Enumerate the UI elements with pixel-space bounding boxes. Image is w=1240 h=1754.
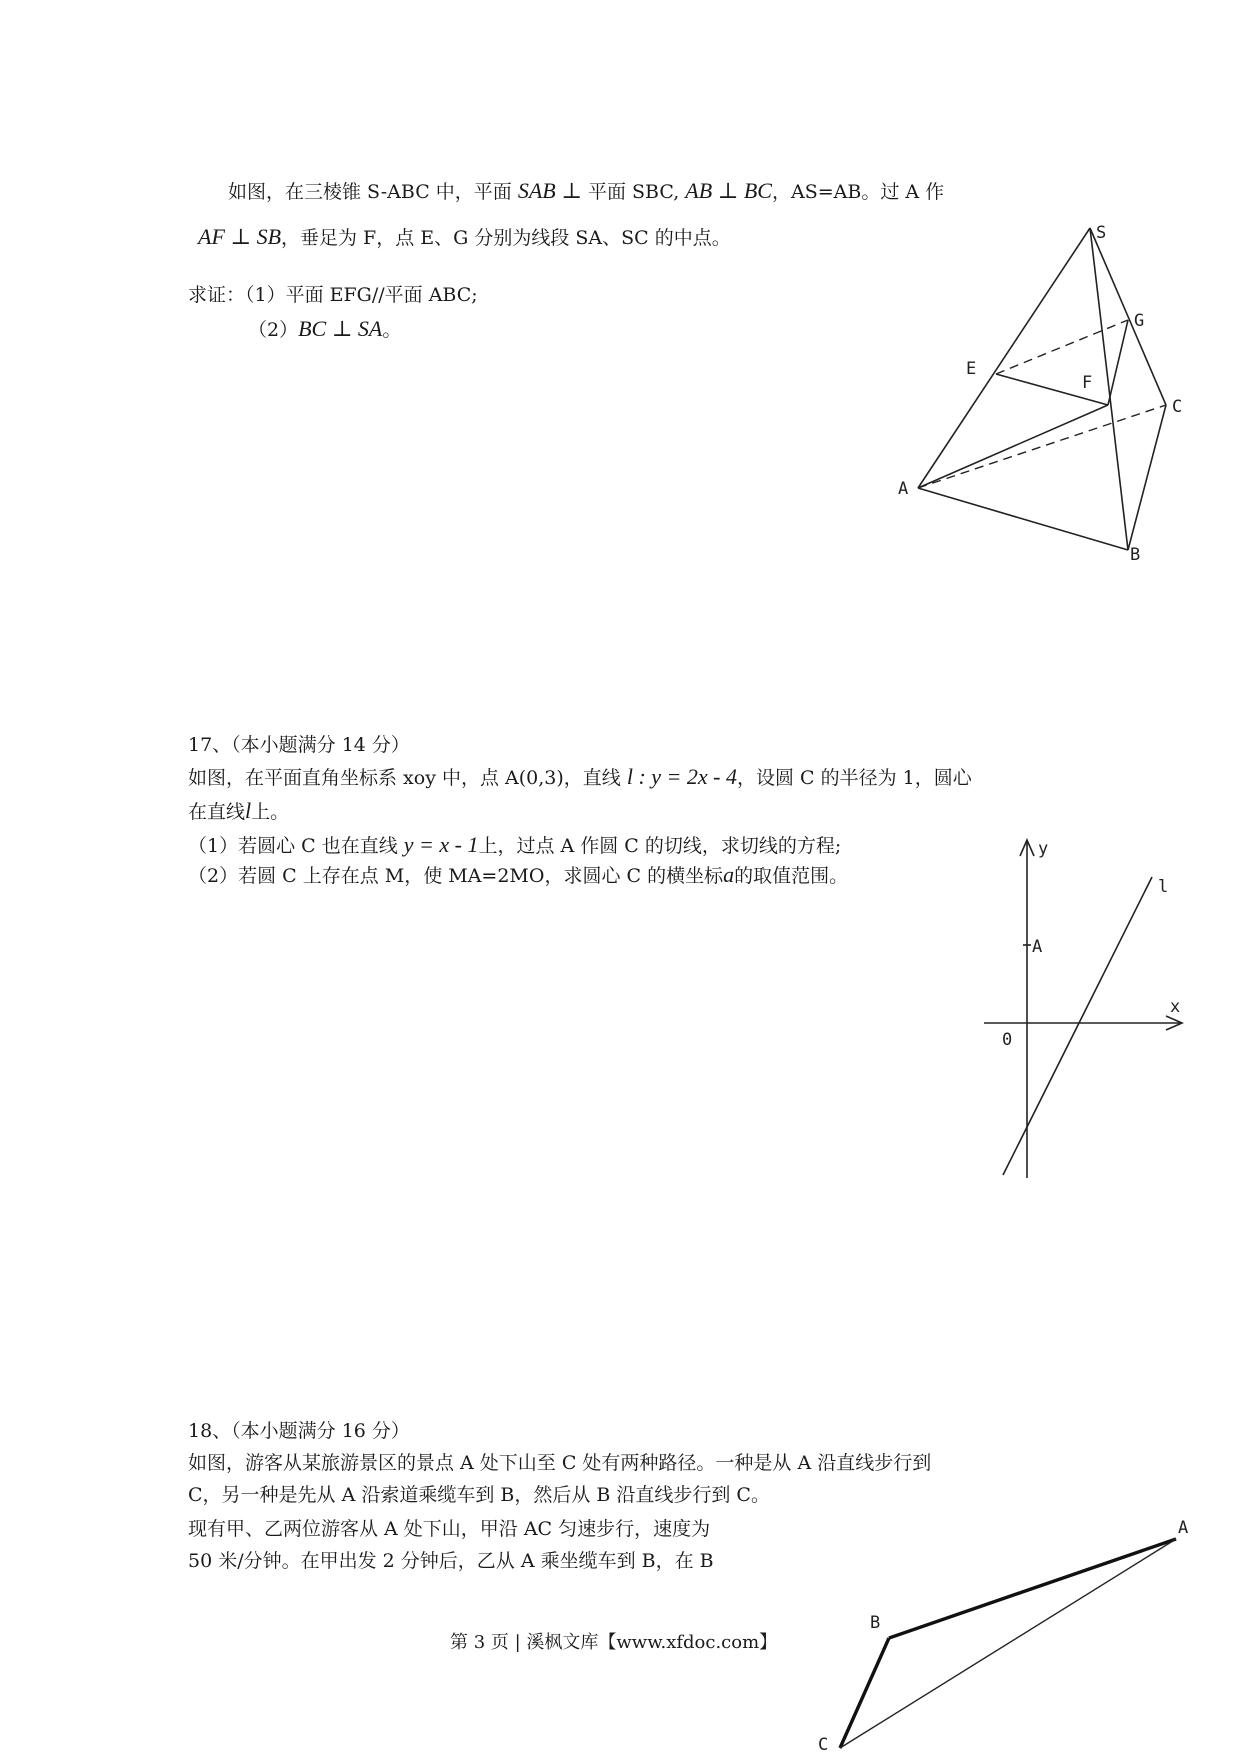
q17-line-3: （1）若圆心 C 也在直线 y = x - 1上，过点 A 作圆 C 的切线，求切线的方程; xyxy=(188,832,842,857)
q16-line-1: 如图，在三棱锥 S-ABC 中，平面 SAB ⊥ 平面 SBC, AB ⊥ BC，AS=AB。过 A 作 xyxy=(228,178,945,203)
q17-line-4: （2）若圆 C 上存在点 M，使 MA=2MO，求圆心 C 的横坐标a的取值范围。 xyxy=(188,862,849,887)
label-x: x xyxy=(1170,997,1181,1017)
page-footer: 第 3 页 | 溪枫文库【www.xfdoc.com】 xyxy=(450,1632,778,1653)
label-origin: 0 xyxy=(1002,1030,1013,1050)
q17-line-1: 如图，在平面直角坐标系 xoy 中，点 A(0,3)，直线 l : y = 2x - 4，设圆 C 的半径为 1，圆心 xyxy=(188,764,972,789)
label-B: B xyxy=(870,1613,881,1633)
q18-line-1: 如图，游客从某旅游景区的景点 A 处下山至 C 处有两种路径。一种是从 A 沿直线步行到 xyxy=(188,1452,932,1474)
label-l: l xyxy=(1158,877,1169,897)
label-E: E xyxy=(966,359,977,379)
segment-AB xyxy=(889,1539,1176,1638)
segment-BC xyxy=(840,1638,889,1748)
q18-header: 18、（本小题满分 16 分） xyxy=(188,1420,410,1442)
q16-line-2: AF ⊥ SB，垂足为 F，点 E、G 分别为线段 SA、SC 的中点。 xyxy=(198,224,731,249)
label-A: A xyxy=(1032,937,1043,957)
label-A: A xyxy=(898,479,909,499)
label-A: A xyxy=(1178,1518,1189,1538)
q17-line-2: 在直线l上。 xyxy=(188,798,290,823)
label-S: S xyxy=(1096,223,1107,243)
segment-AC xyxy=(840,1539,1176,1748)
label-F: F xyxy=(1082,373,1093,393)
label-C: C xyxy=(1172,397,1183,417)
label-G: G xyxy=(1134,311,1145,331)
label-B: B xyxy=(1130,545,1141,565)
q18-line-2: C，另一种是先从 A 沿索道乘缆车到 B，然后从 B 沿直线步行到 C。 xyxy=(188,1484,770,1506)
q17-header: 17、（本小题满分 14 分） xyxy=(188,734,410,756)
q18-line-4: 50 米/分钟。在甲出发 2 分钟后，乙从 A 乘坐缆车到 B，在 B xyxy=(188,1550,714,1572)
q16-line-4: （2）BC ⊥ SA。 xyxy=(248,316,402,341)
label-C: C xyxy=(818,1735,829,1754)
q16-line-3: 求证：（1）平面 EFG//平面 ABC; xyxy=(188,284,478,306)
q18-line-3: 现有甲、乙两位游客从 A 处下山，甲沿 AC 匀速步行，速度为 xyxy=(188,1518,711,1540)
label-y: y xyxy=(1038,839,1049,859)
